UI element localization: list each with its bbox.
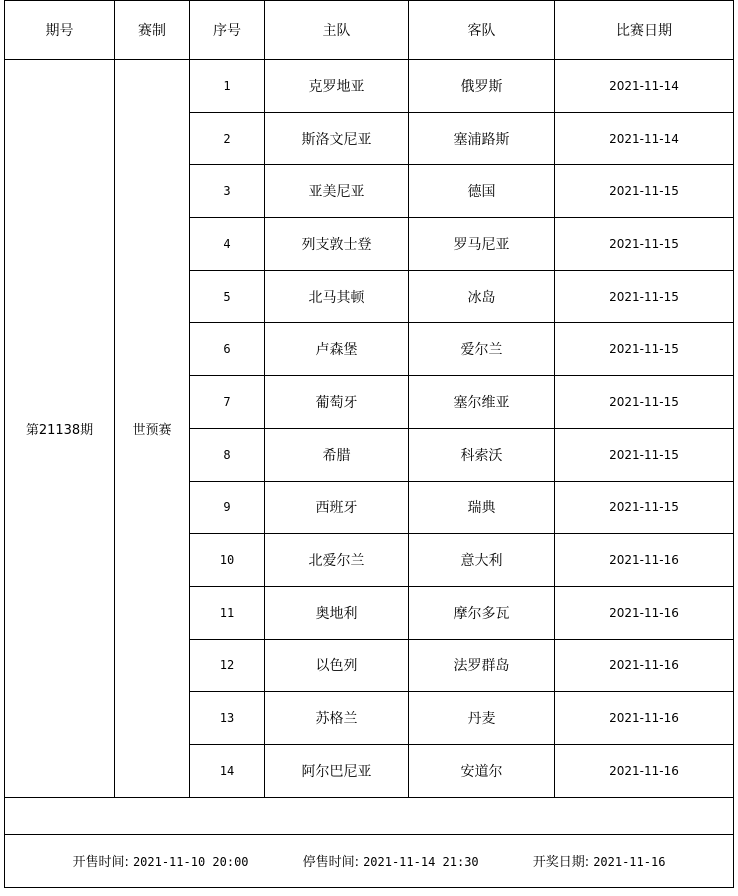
sale-stop-value: 2021-11-14 21:30 (363, 855, 479, 870)
footer-cell (5, 834, 734, 887)
away-team-cell: 法罗群岛 (409, 639, 555, 692)
away-team-cell: 安道尔 (409, 744, 555, 797)
away-team-cell: 罗马尼亚 (409, 218, 555, 271)
index-cell: 8 (190, 428, 265, 481)
home-team-cell: 克罗地亚 (265, 60, 409, 113)
draw-date-value: 2021-11-16 (593, 855, 666, 870)
away-team-cell: 意大利 (409, 534, 555, 587)
table-row (5, 60, 734, 113)
issue-cell: 第21138期 (5, 60, 115, 798)
index-cell: 1 (190, 60, 265, 113)
match-date-cell: 2021-11-15 (555, 323, 734, 376)
home-team-cell: 卢森堡 (265, 323, 409, 376)
match-date-cell: 2021-11-15 (555, 481, 734, 534)
sale-stop-label: 停售时间: (302, 855, 360, 871)
away-team-cell: 瑞典 (409, 481, 555, 534)
away-team-cell: 丹麦 (409, 692, 555, 745)
match-date-cell: 2021-11-14 (555, 112, 734, 165)
index-cell: 6 (190, 323, 265, 376)
match-date-cell: 2021-11-14 (555, 60, 734, 113)
match-date-cell: 2021-11-15 (555, 218, 734, 271)
match-date-cell: 2021-11-16 (555, 534, 734, 587)
sale-stop-info (303, 851, 479, 870)
home-team-cell: 以色列 (265, 639, 409, 692)
draw-date-label: 开奖日期: (532, 855, 590, 871)
index-cell: 10 (190, 534, 265, 587)
home-team-cell: 阿尔巴尼亚 (265, 744, 409, 797)
away-team-cell: 德国 (409, 165, 555, 218)
index-cell: 7 (190, 376, 265, 429)
home-team-cell: 北马其顿 (265, 270, 409, 323)
home-team-cell: 希腊 (265, 428, 409, 481)
match-date-cell: 2021-11-16 (555, 692, 734, 745)
away-team-cell: 俄罗斯 (409, 60, 555, 113)
spacer-row (5, 797, 734, 834)
spacer-cell (5, 797, 734, 834)
index-cell: 9 (190, 481, 265, 534)
index-cell: 5 (190, 270, 265, 323)
index-cell: 13 (190, 692, 265, 745)
header-row (5, 1, 734, 60)
index-cell: 4 (190, 218, 265, 271)
home-team-cell: 苏格兰 (265, 692, 409, 745)
match-date-cell: 2021-11-16 (555, 586, 734, 639)
header-away-team: 客队 (409, 1, 555, 60)
home-team-cell: 北爱尔兰 (265, 534, 409, 587)
away-team-cell: 爱尔兰 (409, 323, 555, 376)
away-team-cell: 摩尔多瓦 (409, 586, 555, 639)
home-team-cell: 奥地利 (265, 586, 409, 639)
home-team-cell: 葡萄牙 (265, 376, 409, 429)
match-date-cell: 2021-11-16 (555, 639, 734, 692)
sale-start-label: 开售时间: (72, 855, 129, 871)
format-cell: 世预赛 (115, 60, 190, 798)
index-cell: 2 (190, 112, 265, 165)
sale-start-value: 2021-11-10 20:00 (132, 855, 249, 870)
match-date-cell: 2021-11-15 (555, 165, 734, 218)
header-format: 赛制 (115, 1, 190, 60)
sale-start-info (73, 851, 249, 870)
match-date-cell: 2021-11-15 (555, 428, 734, 481)
draw-date-info (533, 851, 666, 870)
index-cell: 11 (190, 586, 265, 639)
match-date-cell: 2021-11-15 (555, 376, 734, 429)
index-cell: 14 (190, 744, 265, 797)
home-team-cell: 列支敦士登 (265, 218, 409, 271)
footer-row (5, 834, 734, 887)
match-schedule-table (4, 0, 734, 888)
away-team-cell: 塞浦路斯 (409, 112, 555, 165)
away-team-cell: 科索沃 (409, 428, 555, 481)
match-date-cell: 2021-11-16 (555, 744, 734, 797)
header-index: 序号 (190, 1, 265, 60)
match-date-cell: 2021-11-15 (555, 270, 734, 323)
index-cell: 3 (190, 165, 265, 218)
header-issue: 期号 (5, 1, 115, 60)
header-match-date: 比赛日期 (555, 1, 734, 60)
away-team-cell: 冰岛 (409, 270, 555, 323)
home-team-cell: 西班牙 (265, 481, 409, 534)
index-cell: 12 (190, 639, 265, 692)
home-team-cell: 亚美尼亚 (265, 165, 409, 218)
home-team-cell: 斯洛文尼亚 (265, 112, 409, 165)
header-home-team: 主队 (265, 1, 409, 60)
away-team-cell: 塞尔维亚 (409, 376, 555, 429)
